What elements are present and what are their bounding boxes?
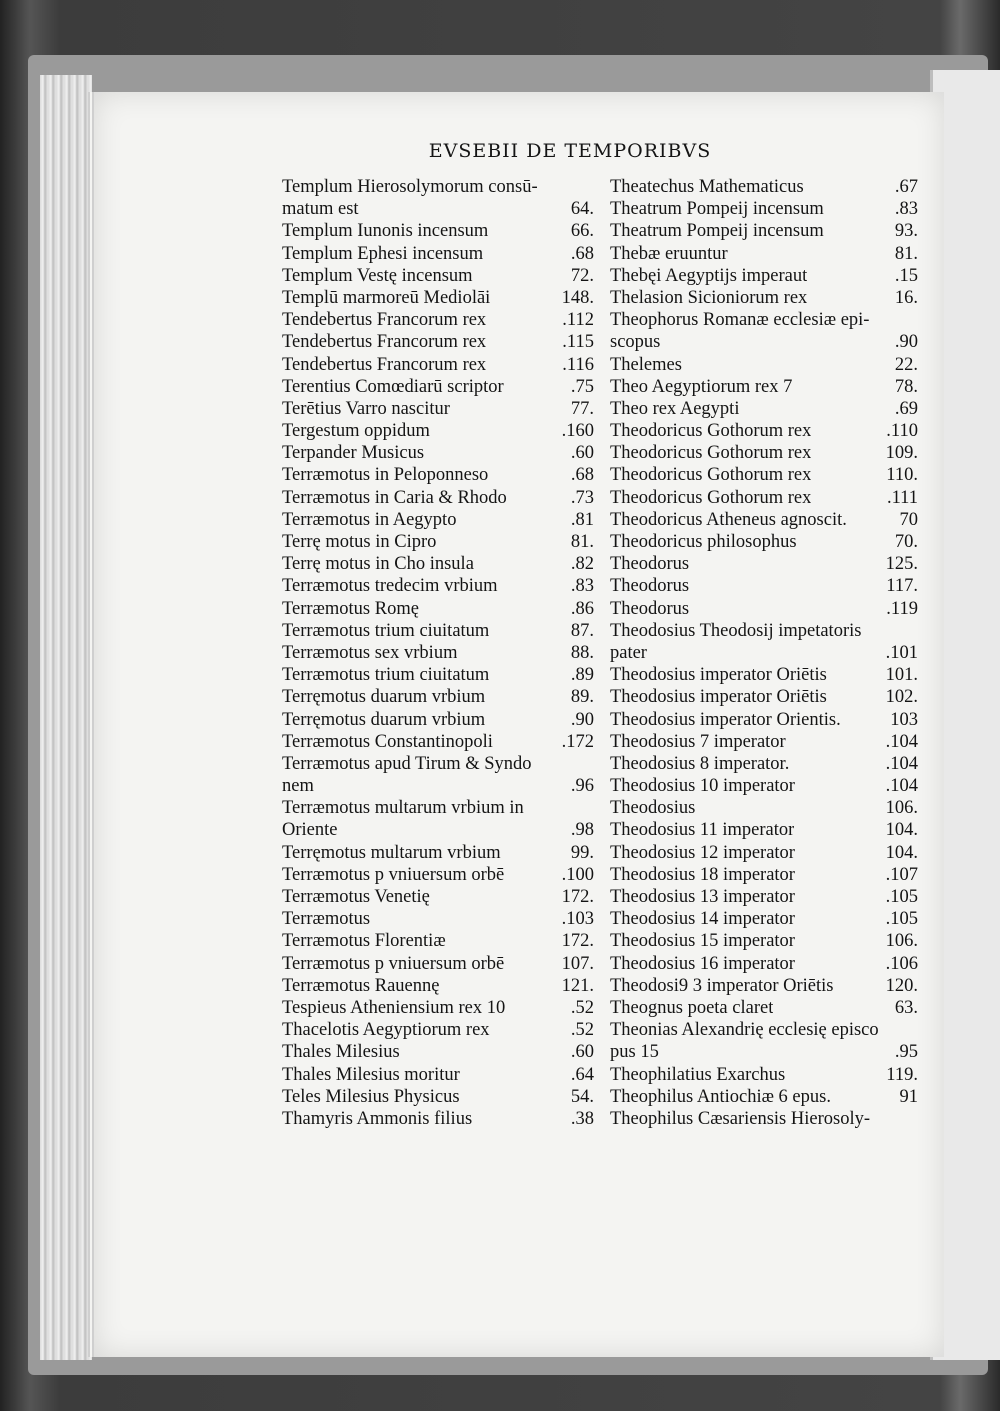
- entry-number: 104.: [885, 842, 918, 863]
- entry-number: .83: [894, 199, 918, 220]
- index-entry: [610, 753, 918, 775]
- entry-number: 93.: [894, 221, 918, 242]
- entry-number: 103: [890, 709, 918, 730]
- entry-text: Theodosius: [610, 798, 696, 819]
- entry-number: 81.: [570, 532, 594, 552]
- entry-text: Theodoricus philosophus: [610, 532, 797, 552]
- entry-number: 104.: [885, 820, 918, 841]
- index-entry: [610, 442, 918, 464]
- entry-number: 77.: [570, 398, 594, 419]
- index-entry: [610, 775, 918, 797]
- index-entry: [282, 1108, 594, 1130]
- index-entry: [610, 598, 918, 620]
- entry-number: .107: [885, 864, 918, 885]
- entry-text: Theodorus: [610, 554, 690, 575]
- entry-text: Thamyris Ammonis filius: [282, 1108, 473, 1129]
- entry-text: Terræmotus in Peloponneso: [282, 465, 489, 486]
- entry-number: .98: [570, 820, 594, 841]
- index-entry: [282, 1041, 594, 1063]
- entry-text: Theodosius Theodosij impetatoris: [610, 620, 862, 641]
- entry-number: 72.: [570, 265, 594, 286]
- entry-number: 16.: [894, 287, 918, 308]
- entry-text: Tespieus Atheniensium rex 10: [282, 997, 506, 1018]
- entry-number: .81: [570, 509, 594, 530]
- index-entry: [610, 243, 918, 265]
- entry-number: .95: [894, 1042, 918, 1063]
- index-entry: [610, 220, 918, 242]
- entry-text: Templū marmoreū Mediolāi: [282, 287, 491, 308]
- entry-number: .104: [885, 753, 918, 774]
- entry-text: Terræmotus Rauennę: [282, 975, 440, 996]
- entry-text: Terræmotus: [282, 909, 371, 930]
- entry-number: .67: [894, 177, 918, 197]
- entry-text: Terræmotus sex vrbium: [282, 642, 458, 663]
- entry-number: 22.: [894, 354, 918, 375]
- entry-number: .101: [885, 642, 918, 663]
- entry-text: Tendebertus Francorum rex: [282, 354, 487, 375]
- index-entry: [610, 709, 918, 731]
- index-entry: [282, 309, 594, 331]
- entry-text: Theodorus: [610, 576, 690, 597]
- index-entry: [610, 953, 918, 975]
- entry-number: 88.: [570, 642, 594, 663]
- index-entry: [610, 309, 918, 331]
- entry-number: 81.: [894, 243, 918, 264]
- entry-text: Theodosi9 3 imperator Oriētis: [610, 975, 834, 996]
- entry-text: Theatechus Mathematicus: [610, 177, 804, 197]
- entry-number: .105: [885, 909, 918, 930]
- entry-text: Theo Aegyptiorum rex 7: [610, 376, 793, 397]
- index-entry: [282, 354, 594, 376]
- entry-text: Theodosius 18 imperator: [610, 864, 795, 885]
- index-entry: [610, 376, 918, 398]
- index-entry: [282, 664, 594, 686]
- entry-number: .82: [570, 554, 594, 575]
- entry-number: 121.: [561, 975, 594, 996]
- index-entry: [610, 176, 918, 198]
- index-entry: [282, 842, 594, 864]
- entry-text: Theodosius 13 imperator: [610, 887, 795, 907]
- index-entry: [282, 1064, 594, 1086]
- entry-text: Terręmotus duarum vrbium: [282, 687, 486, 708]
- entry-text: Terræmotus apud Tirum & Syndo: [282, 753, 532, 774]
- entry-text: Thelemes: [610, 354, 682, 375]
- index-entry: [610, 997, 918, 1019]
- entry-number: .100: [561, 864, 594, 885]
- entry-text: Tendebertus Francorum rex: [282, 332, 487, 353]
- entry-text: Theophilatius Exarchus: [610, 1064, 786, 1085]
- entry-number: .15: [894, 265, 918, 286]
- index-entry: [610, 531, 918, 553]
- entry-text: Terręmotus multarum vrbium: [282, 842, 501, 863]
- index-entry: [610, 664, 918, 686]
- index-entry: [610, 1064, 918, 1086]
- entry-number: 107.: [561, 953, 594, 974]
- entry-text: Terentius Comœdiarū scriptor: [282, 376, 504, 397]
- index-entry: [610, 1019, 918, 1041]
- entry-text: Theodoricus Gothorum rex: [610, 487, 812, 508]
- index-entry: [282, 819, 594, 841]
- entry-text: Theophilus Cæsariensis Hierosoly-: [610, 1108, 871, 1129]
- entry-text: Terræmotus multarum vrbium in: [282, 798, 524, 819]
- entry-number: 106.: [885, 798, 918, 819]
- index-entry: [610, 819, 918, 841]
- index-entry: [610, 620, 918, 642]
- entry-number: 106.: [885, 931, 918, 952]
- index-entry: [282, 398, 594, 420]
- entry-text: Terræmotus p vniuersum orbē: [282, 864, 505, 885]
- entry-text: Theodosius 8 imperator.: [610, 753, 790, 774]
- index-entry: [282, 642, 594, 664]
- entry-number: 125.: [885, 554, 918, 575]
- entry-text: Terræmotus in Aegypto: [282, 509, 457, 530]
- page-edges: [40, 75, 92, 1360]
- entry-number: .52: [570, 997, 594, 1018]
- index-entry: [282, 442, 594, 464]
- index-entry: [282, 220, 594, 242]
- index-entry: [282, 509, 594, 531]
- entry-number: .160: [561, 421, 594, 442]
- entry-number: 117.: [886, 576, 918, 597]
- entry-text: Oriente: [282, 820, 338, 841]
- entry-number: 70.: [894, 532, 918, 552]
- running-head: EVSEBII DE TEMPORIBVS: [428, 140, 712, 162]
- entry-text: Tergestum oppidum: [282, 421, 430, 442]
- entry-number: .112: [562, 310, 594, 331]
- entry-number: .60: [570, 1042, 594, 1063]
- entry-text: Theodorus: [610, 598, 690, 619]
- entry-text: Terręmotus duarum vrbium: [282, 709, 486, 730]
- entry-number: .69: [894, 398, 918, 419]
- entry-text: Templum Hierosolymorum consū-: [282, 177, 538, 197]
- entry-text: Theodosius imperator Oriētis: [610, 665, 827, 686]
- entry-number: .73: [570, 487, 594, 508]
- entry-text: Theodoricus Gothorum rex: [610, 465, 812, 486]
- entry-text: Theodosius 11 imperator: [610, 820, 795, 841]
- entry-text: Templum Ephesi incensum: [282, 243, 484, 264]
- index-entry: [282, 487, 594, 509]
- entry-number: 99.: [570, 842, 594, 863]
- entry-text: Terræmotus Venetię: [282, 887, 430, 907]
- index-entry: [610, 1108, 918, 1130]
- index-entry: [282, 531, 594, 553]
- entry-number: 148.: [561, 287, 594, 308]
- entry-number: .90: [894, 332, 918, 353]
- index-entry: [282, 198, 594, 220]
- entry-number: .110: [886, 421, 918, 442]
- entry-text: Theodoricus Atheneus agnoscit.: [610, 509, 847, 530]
- index-entry: [282, 420, 594, 442]
- entry-number: 63.: [894, 997, 918, 1018]
- entry-text: Tendebertus Francorum rex: [282, 310, 487, 331]
- index-column-right: [610, 176, 918, 1130]
- entry-text: Terræmotus Florentiæ: [282, 931, 446, 952]
- index-entry: [610, 864, 918, 886]
- index-entry: [282, 176, 594, 198]
- index-entry: [282, 620, 594, 642]
- entry-number: 119.: [886, 1064, 918, 1085]
- index-entry: [282, 975, 594, 997]
- entry-number: 102.: [885, 687, 918, 708]
- entry-text: Terræmotus Constantinopoli: [282, 731, 493, 752]
- index-entry: [610, 198, 918, 220]
- entry-number: .86: [570, 598, 594, 619]
- index-entry: [282, 997, 594, 1019]
- entry-text: Terpander Musicus: [282, 443, 425, 464]
- entry-text: Theognus poeta claret: [610, 997, 774, 1018]
- entry-text: Terræmotus in Caria & Rhodo: [282, 487, 507, 508]
- entry-text: Thales Milesius moritur: [282, 1064, 460, 1085]
- entry-text: Theodosius 12 imperator: [610, 842, 795, 863]
- entry-number: .172: [561, 731, 594, 752]
- entry-text: Terrę motus in Cho insula: [282, 554, 474, 575]
- entry-number: 64.: [570, 199, 594, 220]
- entry-number: .116: [562, 354, 594, 375]
- entry-text: Terētius Varro nascitur: [282, 398, 450, 419]
- index-entry: [282, 864, 594, 886]
- index-entry: [282, 331, 594, 353]
- entry-text: Theophilus Antiochiæ 6 epus.: [610, 1086, 831, 1107]
- entry-number: .64: [570, 1064, 594, 1085]
- entry-number: .90: [570, 709, 594, 730]
- index-entry: [282, 753, 594, 775]
- entry-number: .68: [570, 243, 594, 264]
- index-entry: [610, 398, 918, 420]
- index-entry: [610, 930, 918, 952]
- entry-number: 109.: [885, 443, 918, 464]
- entry-number: .52: [570, 1020, 594, 1041]
- entry-text: Theatrum Pompeij incensum: [610, 199, 824, 220]
- entry-text: Terræmotus trium ciuitatum: [282, 665, 490, 686]
- index-column-left: [282, 176, 594, 1130]
- index-entry: [282, 731, 594, 753]
- index-entry: [282, 243, 594, 265]
- entry-number: 172.: [561, 931, 594, 952]
- entry-number: 54.: [570, 1086, 594, 1107]
- entry-number: 87.: [570, 620, 594, 641]
- index-entry: [282, 797, 594, 819]
- index-entry: [282, 1086, 594, 1108]
- entry-text: Terræmotus tredecim vrbium: [282, 576, 498, 597]
- entry-text: pus 15: [610, 1042, 659, 1063]
- entry-number: .104: [885, 776, 918, 797]
- entry-number: .68: [570, 465, 594, 486]
- index-entry: [282, 287, 594, 309]
- index-entry: [282, 376, 594, 398]
- entry-number: .104: [885, 731, 918, 752]
- entry-text: Thelasion Sicioniorum rex: [610, 287, 808, 308]
- index-entry: [610, 731, 918, 753]
- index-entry: [282, 775, 594, 797]
- entry-number: 110.: [886, 465, 918, 486]
- entry-text: scopus: [610, 332, 661, 353]
- entry-number: .38: [570, 1108, 594, 1129]
- entry-text: Theatrum Pompeij incensum: [610, 221, 824, 242]
- entry-number: 172.: [561, 887, 594, 907]
- index-entry: [282, 908, 594, 930]
- entry-text: Thacelotis Aegyptiorum rex: [282, 1020, 490, 1041]
- entry-text: Theodosius 15 imperator: [610, 931, 795, 952]
- index-entry: [282, 886, 594, 908]
- entry-text: Theodoricus Gothorum rex: [610, 443, 812, 464]
- index-entry: [610, 842, 918, 864]
- index-entry: [610, 642, 918, 664]
- entry-number: .60: [570, 443, 594, 464]
- entry-text: Theodoricus Gothorum rex: [610, 421, 812, 442]
- entry-text: Terræmotus p vniuersum orbē: [282, 953, 505, 974]
- index-entry: [610, 420, 918, 442]
- entry-number: .75: [570, 376, 594, 397]
- index-entry: [282, 686, 594, 708]
- index-entry: [610, 331, 918, 353]
- entry-text: Theodosius 7 imperator: [610, 731, 786, 752]
- index-entry: [610, 886, 918, 908]
- entry-text: Theophorus Romanæ ecclesiæ epi-: [610, 310, 870, 331]
- index-entry: [282, 598, 594, 620]
- entry-number: 89.: [570, 687, 594, 708]
- entry-text: Templum Vestę incensum: [282, 265, 473, 286]
- index-entry: [610, 975, 918, 997]
- entry-text: Thales Milesius: [282, 1042, 400, 1063]
- entry-number: 70: [899, 509, 918, 530]
- index-entry: [610, 553, 918, 575]
- entry-text: Teles Milesius Physicus: [282, 1086, 460, 1107]
- entry-text: Theodosius imperator Orientis.: [610, 709, 841, 730]
- entry-number: .111: [886, 487, 918, 508]
- index-entry: [610, 265, 918, 287]
- entry-text: Templum Iunonis incensum: [282, 221, 489, 242]
- entry-number: .119: [886, 598, 918, 619]
- index-entry: [282, 1019, 594, 1041]
- index-entry: [610, 487, 918, 509]
- entry-number: .105: [885, 887, 918, 907]
- entry-text: Thebęi Aegyptijs imperaut: [610, 265, 808, 286]
- entry-number: .83: [570, 576, 594, 597]
- entry-number: .103: [561, 909, 594, 930]
- entry-text: matum est: [282, 199, 359, 220]
- index-entry: [282, 953, 594, 975]
- index-entry: [282, 265, 594, 287]
- index-entry: [282, 575, 594, 597]
- index-entry: [610, 464, 918, 486]
- index-entry: [610, 287, 918, 309]
- entry-number: .89: [570, 665, 594, 686]
- entry-number: 66.: [570, 221, 594, 242]
- entry-text: Theonias Alexandrię ecclesię episco: [610, 1020, 879, 1041]
- entry-text: Theodosius imperator Oriētis: [610, 687, 827, 708]
- entry-text: Terræmotus Romę: [282, 598, 419, 619]
- index-entry: [610, 908, 918, 930]
- entry-number: 91: [899, 1086, 918, 1107]
- index-entry: [610, 509, 918, 531]
- entry-text: Terrę motus in Cipro: [282, 532, 437, 552]
- index-entry: [610, 797, 918, 819]
- index-entry: [282, 709, 594, 731]
- entry-text: Theodosius 14 imperator: [610, 909, 795, 930]
- index-entry: [610, 575, 918, 597]
- index-entry: [282, 930, 594, 952]
- index-entry: [610, 686, 918, 708]
- index-entry: [282, 553, 594, 575]
- entry-text: Terræmotus trium ciuitatum: [282, 620, 490, 641]
- entry-number: .96: [570, 776, 594, 797]
- entry-text: Theodosius 10 imperator: [610, 776, 795, 797]
- entry-text: Thebæ eruuntur: [610, 243, 728, 264]
- entry-number: .115: [562, 332, 594, 353]
- entry-number: .106: [885, 953, 918, 974]
- index-entry: [282, 464, 594, 486]
- entry-text: Theodosius 16 imperator: [610, 953, 795, 974]
- entry-text: Theo rex Aegypti: [610, 398, 740, 419]
- entry-number: 78.: [894, 376, 918, 397]
- index-entry: [610, 1041, 918, 1063]
- index-entry: [610, 1086, 918, 1108]
- entry-text: nem: [282, 776, 314, 797]
- entry-text: pater: [610, 642, 647, 663]
- index-entry: [610, 354, 918, 376]
- entry-number: 101.: [885, 665, 918, 686]
- entry-number: 120.: [885, 975, 918, 996]
